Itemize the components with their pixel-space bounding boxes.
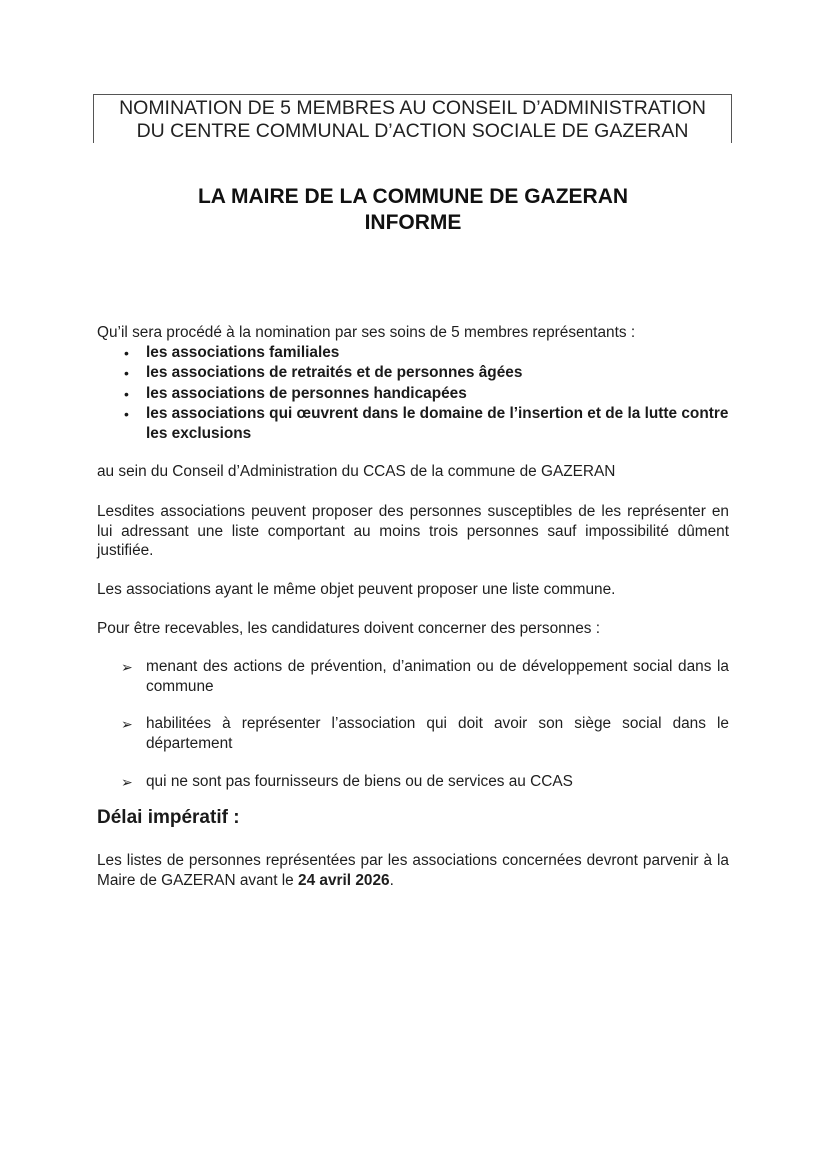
bullet-icon: •	[124, 345, 129, 361]
main-heading-line-2: INFORME	[364, 211, 462, 234]
bullet-icon: •	[124, 385, 129, 402]
condition-text: habilitées à représenter l’association qui doit avoir son siège social dans le département	[146, 715, 729, 752]
lesdites-paragraph: Lesdites associations peuvent proposer des personnes susceptibles de les représenter en lui adressant une liste comportant au moins trois personnes sauf impossibilité dûment justifiée.	[97, 503, 729, 559]
arrow-bullet-icon: ➢	[121, 774, 133, 790]
list-item-text: les associations de retraités et de personnes âgées	[146, 364, 523, 382]
within-council-paragraph: au sein du Conseil d’Administration du CCAS de la commune de GAZERAN	[97, 463, 616, 480]
main-heading-line-1: LA MAIRE DE LA COMMUNE DE GAZERAN	[197, 185, 629, 208]
title-line-1: NOMINATION DE 5 MEMBRES AU CONSEIL D’ADMINISTRATION	[119, 97, 706, 119]
list-item-text: les associations familiales	[146, 344, 340, 361]
final-period: .	[389, 871, 394, 889]
deadline-heading: Délai impératif :	[97, 807, 240, 828]
bullet-icon: •	[124, 365, 129, 382]
bullet-icon: •	[124, 405, 129, 422]
same-object-paragraph: Les associations ayant le même objet peuvent proposer une liste commune.	[97, 581, 616, 598]
receivable-paragraph: Pour être recevables, les candidatures doivent concerner des personnes :	[97, 620, 601, 637]
intro-paragraph: Qu’il sera procédé à la nomination par ses soins de 5 membres représentants :	[97, 324, 636, 341]
title-line-2: DU CENTRE COMMUNAL D’ACTION SOCIALE DE GAZERAN	[136, 120, 689, 142]
condition-item	[121, 657, 729, 697]
list-item-text: les associations de personnes handicapées	[146, 384, 467, 402]
condition-text: menant des actions de prévention, d’animation ou de développement social dans la commune	[146, 658, 729, 695]
title-box	[93, 94, 732, 143]
list-item	[97, 363, 729, 383]
condition-text: qui ne sont pas fournisseurs de biens ou de services au CCAS	[146, 773, 573, 790]
final-text: Les listes de personnes représentées par les associations concernées devront parvenir à la Maire de GAZERAN avant le	[97, 852, 729, 889]
deadline-date: 24 avril 2026	[298, 871, 390, 889]
list-item	[97, 343, 729, 363]
list-item-text: les associations qui œuvrent dans le domaine de l’insertion et de la lutte contre les exclusions	[146, 404, 729, 443]
list-item	[97, 384, 729, 404]
condition-item	[121, 714, 729, 754]
arrow-bullet-icon: ➢	[121, 716, 133, 732]
associations-list	[97, 343, 729, 444]
list-item	[97, 404, 729, 445]
final-paragraph	[97, 851, 729, 890]
condition-item	[121, 772, 729, 792]
arrow-bullet-icon: ➢	[121, 659, 133, 675]
